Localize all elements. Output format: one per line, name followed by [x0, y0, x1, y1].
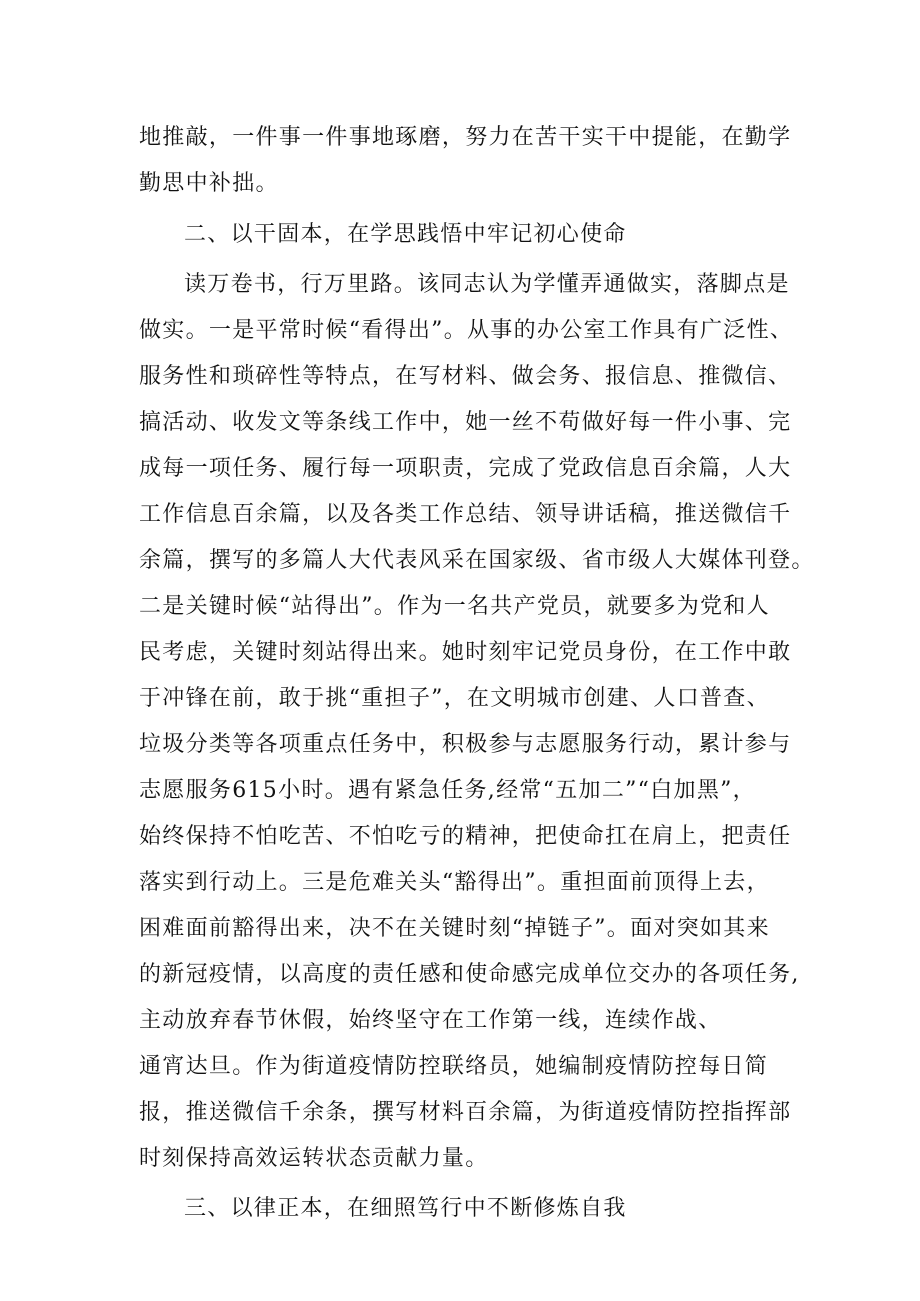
text-line: 通宵达旦。作为街道疫情防控联络员，她编制疫情防控每日简 — [139, 1054, 769, 1079]
text-line: 落实到行动上。三是危难关头“豁得出”。重担面前顶得上去， — [139, 870, 770, 895]
text-line: 时刻保持高效运转状态贡献力量。 — [139, 1146, 489, 1171]
text-line: 做实。一是平常时候“看得出”。从事的办公室工作具有广泛性、 — [139, 318, 794, 343]
text-line: 二是关键时候“站得出”。作为一名共产党员，就要多为党和人 — [139, 594, 770, 619]
text-line: 工作信息百余篇，以及各类工作总结、领导讲话稿，推送微信千 — [139, 502, 792, 527]
text-line: 于冲锋在前，敢于挑“重担子”，在文明城市创建、人口普查、 — [139, 686, 770, 711]
text-line: 搞活动、收发文等条线工作中，她一丝不苟做好每一件小事、完 — [139, 410, 792, 435]
text-line: 始终保持不怕吃苦、不怕吃亏的精神，把使命扛在肩上，把责任 — [139, 824, 792, 849]
text-line: 主动放弃春节休假，始终坚守在工作第一线，连续作战、 — [139, 1008, 722, 1033]
text-line: 报，推送微信千余条，撰写材料百余篇，为街道疫情防控指挥部 — [139, 1100, 792, 1125]
section-heading-2: 二、以干固本，在学思践悟中牢记初心使命 — [184, 222, 627, 247]
text-line: 的新冠疫情，以高度的责任感和使命感完成单位交办的各项任务, — [139, 962, 800, 987]
text-line: 读万卷书，行万里路。该同志认为学懂弄通做实，落脚点是 — [184, 272, 790, 297]
text-line: 余篇，撰写的多篇人大代表风采在国家级、省市级人大媒体刊登。 — [139, 548, 815, 573]
text-line: 勤思中补拙。 — [139, 171, 279, 196]
text-line: 民考虑，关键时刻站得出来。她时刻牢记党员身份，在工作中敢 — [139, 640, 792, 665]
section-heading-3: 三、以律正本，在细照笃行中不断修炼自我 — [184, 1196, 627, 1221]
text-line: 志愿服务615小时。遇有紧急任务,经常“五加二”“白加黑”， — [139, 778, 756, 803]
text-line: 服务性和琐碎性等特点，在写材料、做会务、报信息、推微信、 — [139, 364, 792, 389]
text-line: 成每一项任务、履行每一项职责，完成了党政信息百余篇，人大 — [139, 456, 792, 481]
text-line: 地推敲，一件事一件事地琢磨，努力在苦干实干中提能，在勤学 — [139, 125, 792, 150]
text-line: 垃圾分类等各项重点任务中，积极参与志愿服务行动，累计参与 — [139, 732, 792, 757]
text-line: 困难面前豁得出来，决不在关键时刻“掉链子”。面对突如其来 — [139, 916, 770, 941]
